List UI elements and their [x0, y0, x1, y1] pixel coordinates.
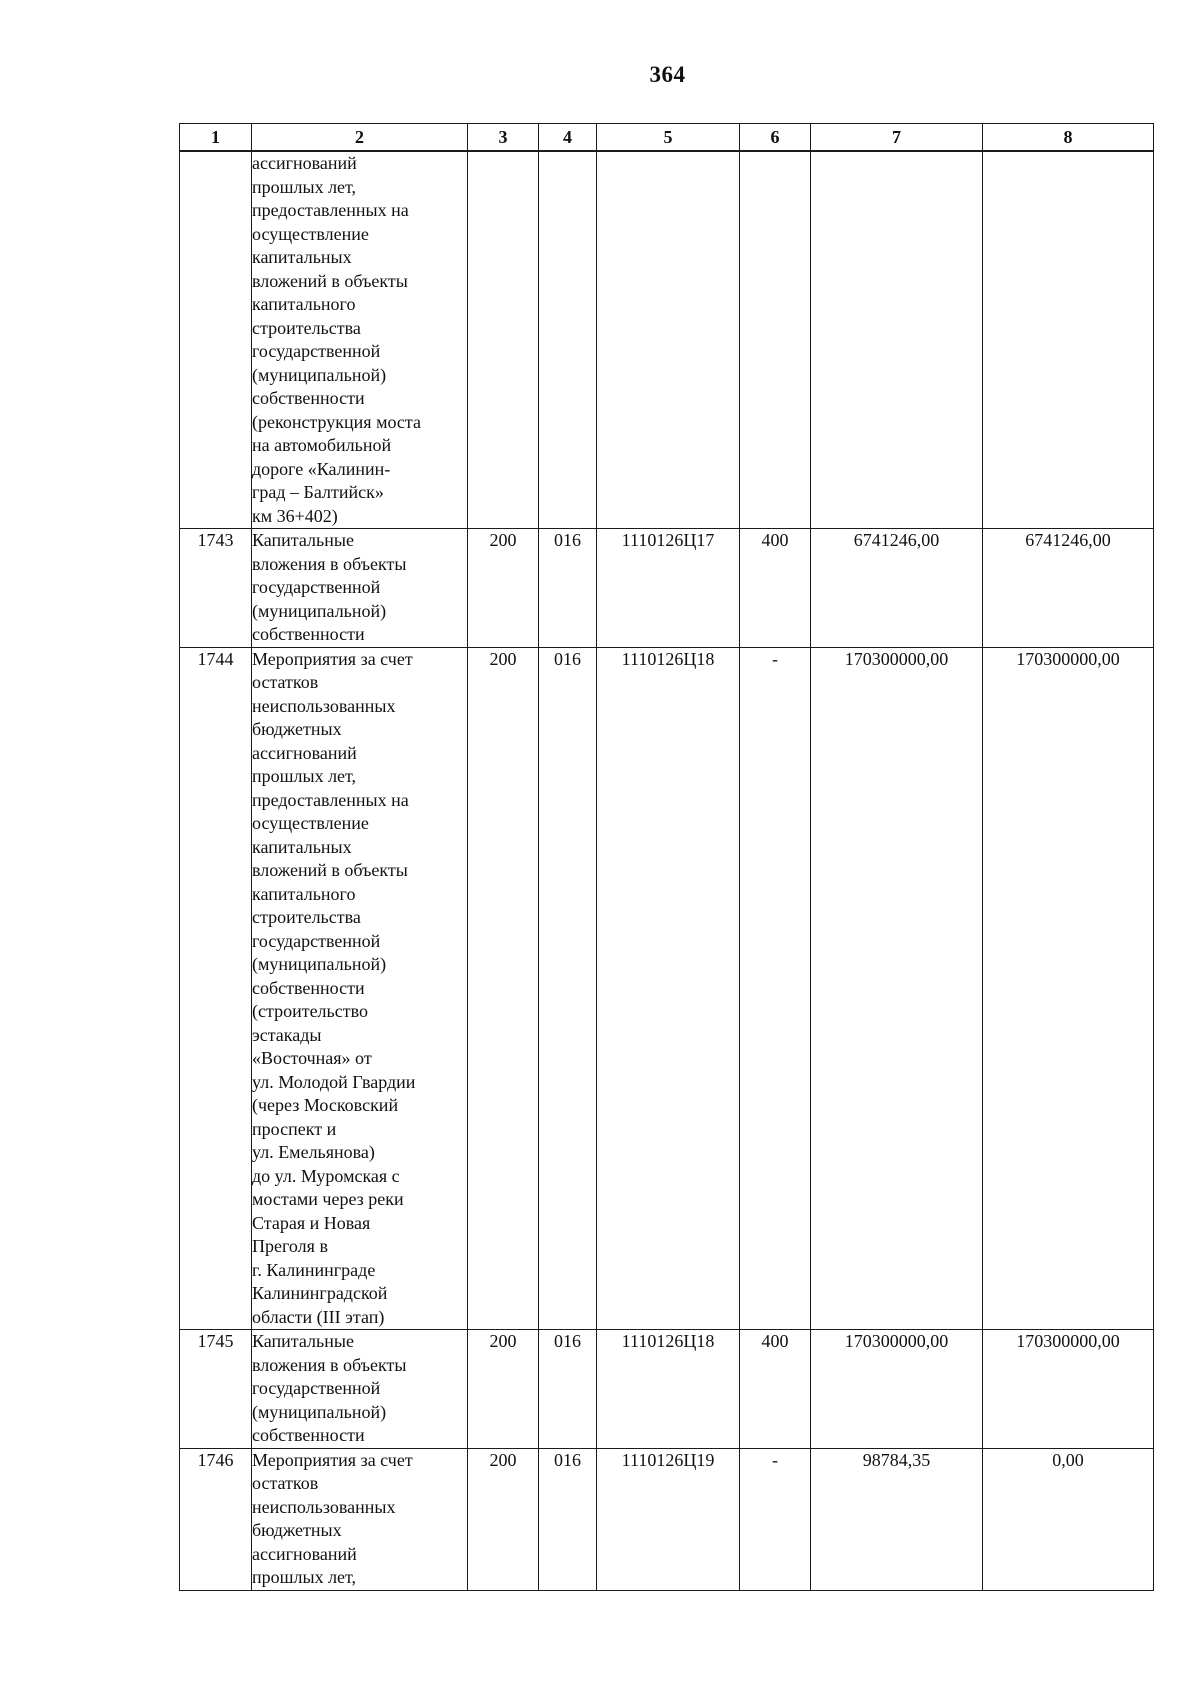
column-header-2: 2: [252, 124, 468, 152]
table-row: [180, 151, 1154, 529]
row-col7: 170300000,00: [811, 647, 983, 1330]
row-col8: 6741246,00: [983, 529, 1154, 648]
page-number: 364: [649, 62, 686, 87]
column-header-4: 4: [539, 124, 597, 152]
row-col3: 200: [468, 529, 539, 648]
row-col7: 98784,35: [811, 1448, 983, 1590]
row-name-text: Мероприятия за счет остатков неиспользованных бюджетных ассигнований прошлых лет,: [252, 1449, 413, 1587]
column-header-1: 1: [180, 124, 252, 152]
row-col4: 016: [539, 647, 597, 1330]
row-col6: -: [740, 647, 811, 1330]
row-col5: [597, 151, 740, 529]
table-row: [180, 647, 1154, 1330]
row-name: [252, 529, 468, 648]
budget-table: [179, 123, 1154, 1591]
row-name-text: Мероприятия за счет остатков неиспользованных бюджетных ассигнований прошлых лет, предоставленных на осуществление капитальных вложений в объекты капитального строительства государственной (муниципальной) собственности (строительство эстакады «Восточная» от ул. Молодой Гвардии (через Московский проспект и ул. Емельянова) до ул. Муромская с мостами через реки Старая и Новая Преголя в г. Калининграде Калининградской области (III этап): [252, 648, 416, 1327]
row-name-text: Капитальные вложения в объекты государственной (муниципальной) собственности: [252, 530, 407, 644]
table-row: [180, 1448, 1154, 1590]
row-col3: 200: [468, 1330, 539, 1449]
row-number: 1743: [180, 529, 252, 648]
row-col8: [983, 151, 1154, 529]
table-row: [180, 529, 1154, 648]
row-number: 1744: [180, 647, 252, 1330]
row-name: [252, 1330, 468, 1449]
row-name-text: Капитальные вложения в объекты государственной (муниципальной) собственности: [252, 1331, 407, 1445]
column-header-7: 7: [811, 124, 983, 152]
row-col8: 0,00: [983, 1448, 1154, 1590]
row-col7: 6741246,00: [811, 529, 983, 648]
row-col5: 1110126Ц19: [597, 1448, 740, 1590]
row-col3: 200: [468, 647, 539, 1330]
row-name: [252, 1448, 468, 1590]
column-header-3: 3: [468, 124, 539, 152]
row-number: [180, 151, 252, 529]
table-row: [180, 1330, 1154, 1449]
row-col6: 400: [740, 529, 811, 648]
row-col8: 170300000,00: [983, 1330, 1154, 1449]
row-col4: 016: [539, 529, 597, 648]
row-col5: 1110126Ц17: [597, 529, 740, 648]
row-number: 1746: [180, 1448, 252, 1590]
column-header-5: 5: [597, 124, 740, 152]
row-number: 1745: [180, 1330, 252, 1449]
row-name-text: ассигнований прошлых лет, предоставленных на осуществление капитальных вложений в объекты капитального строительства государственной (муниципальной) собственности (реконструкция моста на автомобильной дороге «Калинин- град – Балтийск» км 36+402): [252, 153, 421, 526]
row-col3: 200: [468, 1448, 539, 1590]
header-row: [180, 124, 1154, 152]
row-name: [252, 647, 468, 1330]
row-col4: [539, 151, 597, 529]
column-header-6: 6: [740, 124, 811, 152]
row-col3: [468, 151, 539, 529]
row-col6: [740, 151, 811, 529]
row-col6: -: [740, 1448, 811, 1590]
row-col7: [811, 151, 983, 529]
row-col6: 400: [740, 1330, 811, 1449]
row-col5: 1110126Ц18: [597, 647, 740, 1330]
row-col7: 170300000,00: [811, 1330, 983, 1449]
row-col5: 1110126Ц18: [597, 1330, 740, 1449]
column-header-8: 8: [983, 124, 1154, 152]
row-name: [252, 151, 468, 529]
row-col8: 170300000,00: [983, 647, 1154, 1330]
row-col4: 016: [539, 1448, 597, 1590]
row-col4: 016: [539, 1330, 597, 1449]
